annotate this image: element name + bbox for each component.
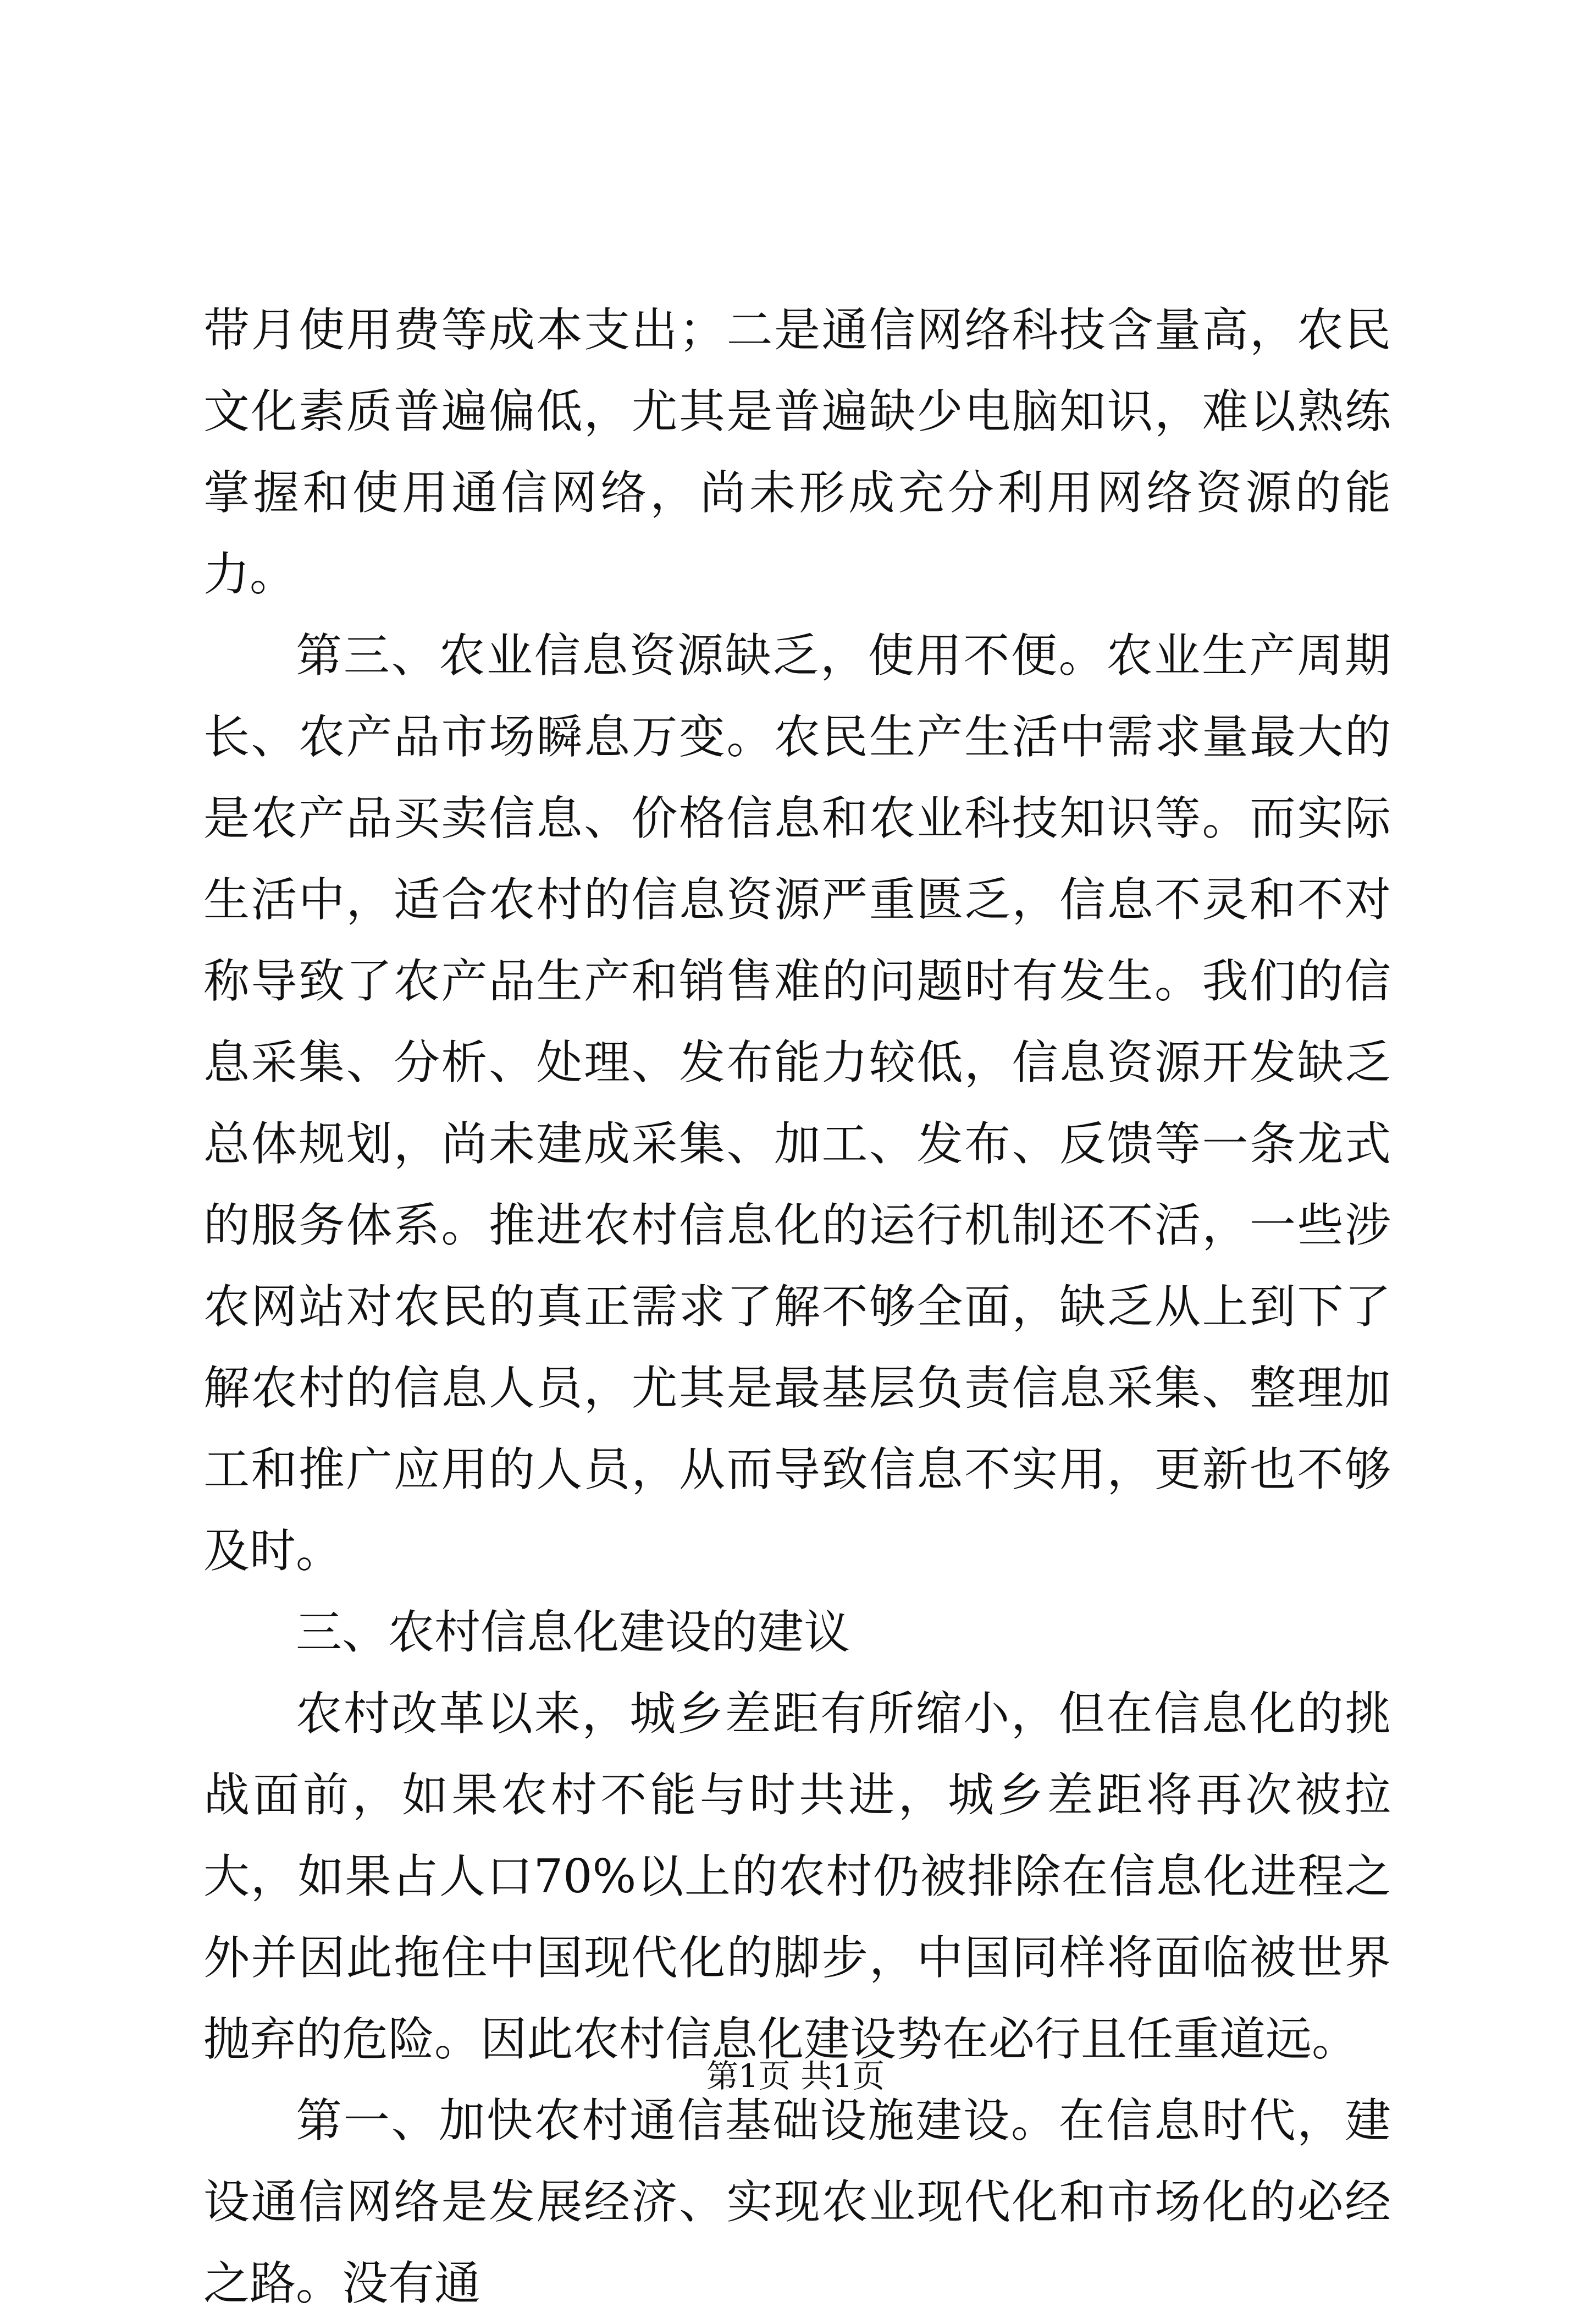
document-body xyxy=(203,289,1391,2324)
paragraph-4: 第一、加快农村通信基础设施建设。在信息时代，建设通信网络是发展经济、实现农业现代化和市场化的必经之路。没有通 xyxy=(203,2094,1391,2310)
section-heading: 三、农村信息化建设的建议 xyxy=(296,1605,850,1659)
paragraph-1: 带月使用费等成本支出；二是通信网络科技含量高，农民文化素质普遍偏低，尤其是普遍缺少电脑知识，难以熟练掌握和使用通信网络，尚未形成充分利用网络资源的能力。 xyxy=(203,303,1391,601)
paragraph-2: 第三、农业信息资源缺乏，使用不便。农业生产周期长、农产品市场瞬息万变。农民生产生活中需求量最大的是农产品买卖信息、价格信息和农业科技知识等。而实际生活中，适合农村的信息资源严重匮乏，信息不灵和不对称导致了农产品生产和销售难的问题时有发生。我们的信息采集、分析、处理、发布能力较低，信息资源开发缺乏总体规划，尚未建成采集、加工、发布、反馈等一条龙式的服务体系。推进农村信息化的运行机制还不活，一些涉农网站对农民的真正需求了解不够全面，缺乏从上到下了解农村的信息人员，尤其是最基层负责信息采集、整理加工和推广应用的人员，从而导致信息不实用，更新也不够及时。 xyxy=(203,629,1391,1578)
page-footer: 第1页 共1页 xyxy=(706,2057,885,2095)
paragraph-3: 农村改革以来，城乡差距有所缩小，但在信息化的挑战面前，如果农村不能与时共进，城乡差距将再次被拉大，如果占人口70%以上的农村仍被排除在信息化进程之外并因此拖住中国现代化的脚步，中国同样将面临被世界抛弃的危险。因此农村信息化建设势在必行且任重道远。 xyxy=(203,1687,1391,2066)
